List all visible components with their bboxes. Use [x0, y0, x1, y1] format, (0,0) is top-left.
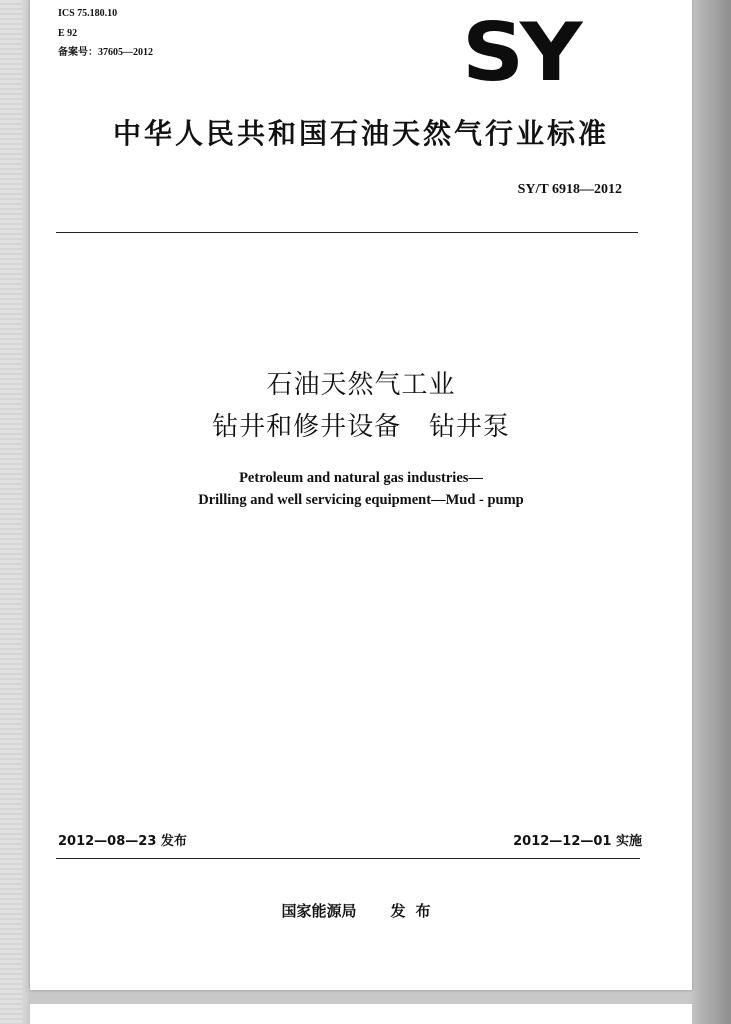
title-cn-line1: 石油天然气工业	[266, 370, 456, 400]
title-cn-line2: 钻井和修井设备 钻井泵	[212, 412, 510, 442]
publisher-action: 发布	[390, 902, 441, 920]
bottom-divider	[56, 858, 640, 859]
standard-cover-page	[30, 0, 692, 990]
org-title: 中华人民共和国石油天然气行业标准	[112, 117, 609, 150]
filing-number: 备案号：37605—2012	[58, 47, 153, 58]
ics-code: ICS 75.180.10	[58, 8, 118, 19]
publisher-line	[30, 900, 692, 921]
top-divider	[56, 232, 638, 233]
publisher-name: 国家能源局	[281, 902, 357, 920]
scan-left-edge	[0, 0, 22, 1024]
next-page-edge	[30, 1004, 692, 1024]
standard-number: SY/T 6918—2012	[517, 182, 622, 197]
title-en-line1: Petroleum and natural gas industries—	[239, 470, 483, 486]
title-en-line2: Drilling and well servicing equipment—Mud - pump	[198, 492, 524, 508]
effective-date: 2012—12—01 实施	[513, 834, 642, 849]
issue-date: 2012—08—23 发布	[58, 834, 187, 849]
sy-logo: SY	[462, 6, 579, 99]
classification-code: E 92	[58, 28, 78, 39]
